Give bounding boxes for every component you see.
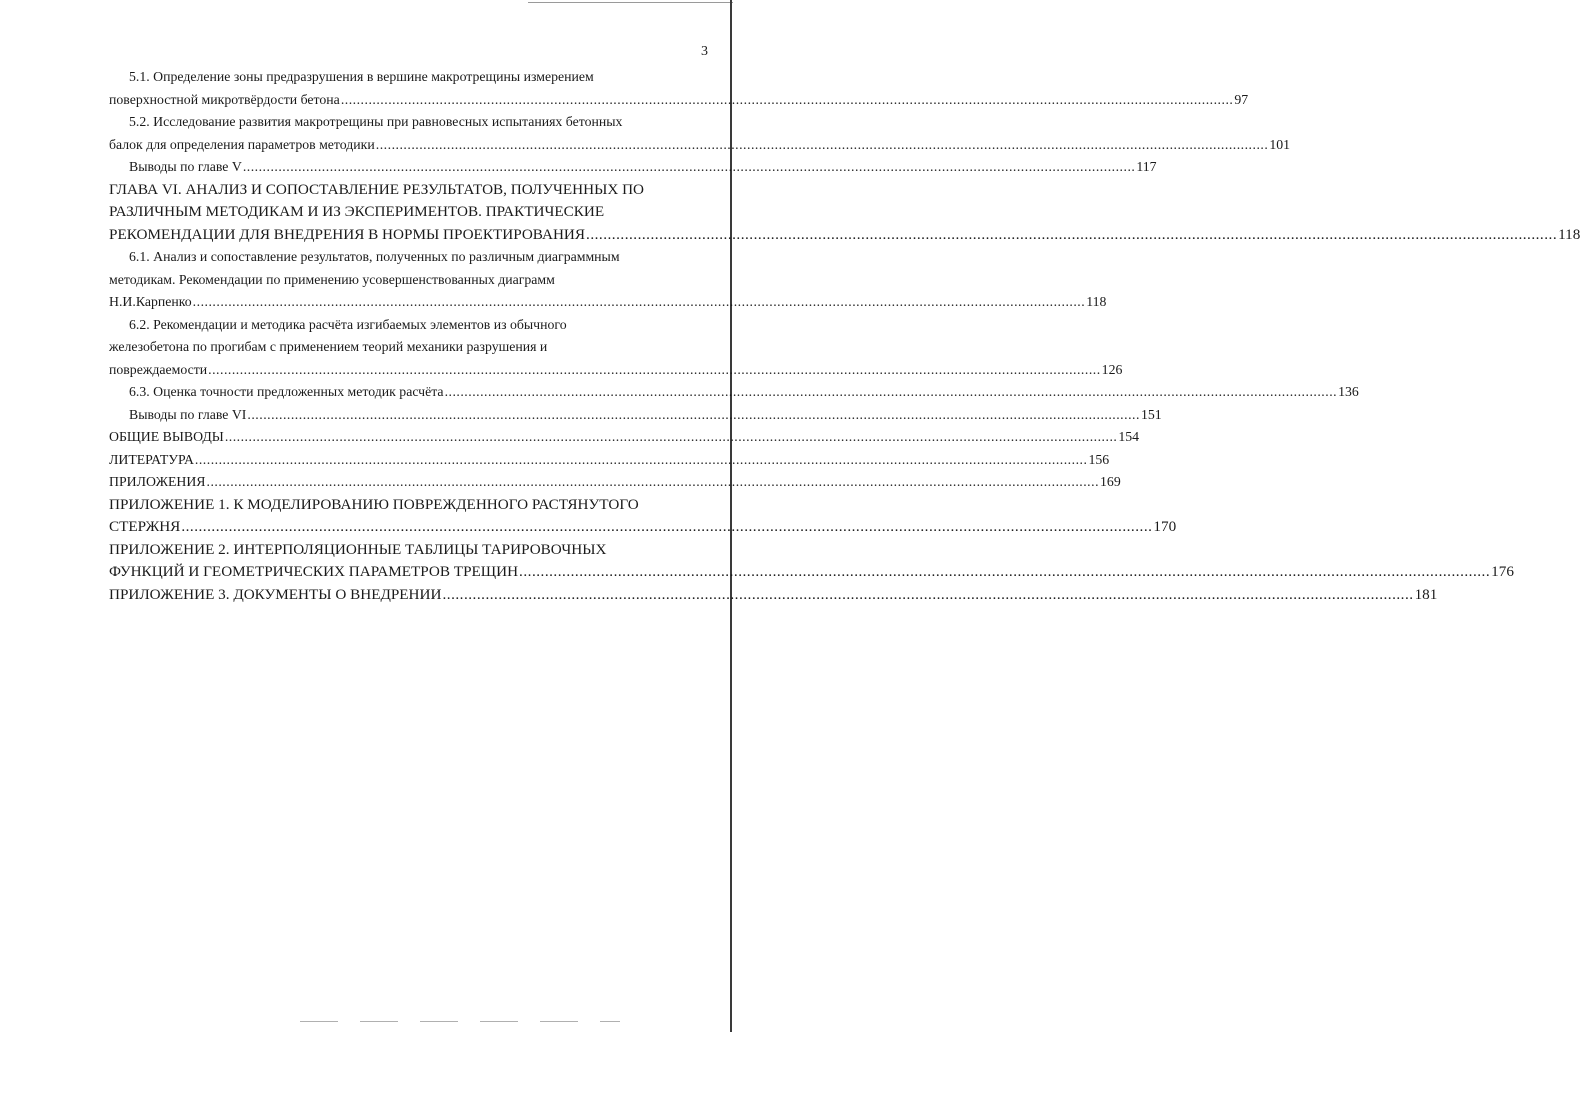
dot-leader xyxy=(193,291,1086,314)
dot-leader xyxy=(208,359,1101,382)
toc-entry-text: железобетона по прогибам с применением теорий механики разрушения и xyxy=(109,339,548,354)
dot-leader xyxy=(586,224,1557,247)
dot-leader xyxy=(442,584,1413,607)
toc-entry-text: ПРИЛОЖЕНИЕ 3. ДОКУМЕНТЫ О ВНЕДРЕНИИ xyxy=(109,585,442,603)
toc-entry-text: ПРИЛОЖЕНИЕ 2. ИНТЕРПОЛЯЦИОННЫЕ ТАБЛИЦЫ ТАРИРОВОЧНЫХ xyxy=(109,540,607,558)
toc-entry-appendix-3[interactable] xyxy=(109,584,1438,607)
toc-entry-text: ФУНКЦИЙ И ГЕОМЕТРИЧЕСКИХ ПАРАМЕТРОВ ТРЕЩИН xyxy=(109,563,519,580)
toc-entry-6-3[interactable] xyxy=(109,381,1359,404)
toc-entry-general-conclusions[interactable] xyxy=(109,426,1140,449)
toc-page-number: 154 xyxy=(1118,429,1140,444)
dot-leader xyxy=(519,561,1490,584)
scan-edge-bottom xyxy=(300,1021,620,1022)
toc-entry-text: 5.2. Исследование развития макротрещины при равновесных испытаниях бетонных xyxy=(129,114,623,129)
toc-entry-6-2[interactable] xyxy=(109,314,1123,382)
page-number: 3 xyxy=(701,44,708,59)
dot-leader xyxy=(225,426,1118,449)
toc-entry-text: ЛИТЕРАТУРА xyxy=(109,451,194,467)
toc-page-number: 126 xyxy=(1101,361,1123,377)
toc-entry-text: 6.1. Анализ и сопоставление результатов, полученных по различным диаграммным xyxy=(129,249,620,264)
toc-page-number: 169 xyxy=(1100,474,1121,489)
toc-entry-text: ПРИЛОЖЕНИЕ 1. К МОДЕЛИРОВАНИЮ ПОВРЕЖДЕННОГО РАСТЯНУТОГО xyxy=(109,495,639,513)
dot-leader xyxy=(243,156,1136,179)
dot-leader xyxy=(445,381,1338,404)
toc-entry-text: 6.3. Оценка точности предложенных методик расчёта xyxy=(129,384,444,399)
toc-entry-text: СТЕРЖНЯ xyxy=(109,518,181,535)
toc-entry-text: поверхностной микротвёрдости бетона xyxy=(109,91,340,107)
toc-page-number: 151 xyxy=(1140,406,1162,422)
scan-edge-top xyxy=(528,2,733,3)
dot-leader xyxy=(341,89,1234,112)
dot-leader xyxy=(207,471,1100,494)
toc-entry-appendices[interactable] xyxy=(109,471,1121,494)
toc-entry-conclusions-5[interactable] xyxy=(109,156,1157,179)
toc-page-number: 170 xyxy=(1153,518,1177,535)
toc-page-number: 118 xyxy=(1086,294,1107,309)
toc-page-number: 117 xyxy=(1136,159,1157,174)
toc-entry-chapter-6[interactable] xyxy=(109,179,1580,247)
toc-entry-text: ОБЩИЕ ВЫВОДЫ xyxy=(109,429,224,444)
toc-page-number: 136 xyxy=(1338,384,1359,399)
toc-entry-appendix-1[interactable] xyxy=(109,494,1177,539)
toc-entry-text: Н.И.Карпенко xyxy=(109,294,192,309)
toc-entry-6-1[interactable] xyxy=(109,246,1107,314)
toc-page-number: 118 xyxy=(1558,225,1580,243)
toc-entry-text: ПРИЛОЖЕНИЯ xyxy=(109,474,206,489)
table-of-contents xyxy=(109,66,1580,606)
dot-leader xyxy=(376,134,1269,157)
toc-entry-appendix-2[interactable] xyxy=(109,539,1514,584)
toc-entry-text: балок для определения параметров методики xyxy=(109,136,375,152)
toc-entry-text: 6.2. Рекомендации и методика расчёта изгибаемых элементов из обычного xyxy=(129,316,567,332)
dot-leader xyxy=(181,516,1152,539)
toc-entry-text: РАЗЛИЧНЫМ МЕТОДИКАМ И ИЗ ЭКСПЕРИМЕНТОВ. ПРАКТИЧЕСКИЕ xyxy=(109,203,605,220)
toc-entry-text: Выводы по главе V xyxy=(129,159,242,174)
toc-page-number: 101 xyxy=(1269,136,1291,152)
dot-leader xyxy=(247,404,1140,427)
toc-page-number: 176 xyxy=(1491,563,1514,580)
toc-entry-text: методикам. Рекомендации по применению усовершенствованных диаграмм xyxy=(109,271,555,287)
toc-entry-text: повреждаемости xyxy=(109,361,208,377)
toc-entry-text: 5.1. Определение зоны предразрушения в вершине макротрещины измерением xyxy=(129,69,594,84)
toc-page-number: 181 xyxy=(1414,585,1438,603)
toc-page-number: 156 xyxy=(1088,451,1110,467)
toc-entry-5-1[interactable] xyxy=(109,66,1249,111)
toc-entry-text: РЕКОМЕНДАЦИИ ДЛЯ ВНЕДРЕНИЯ В НОРМЫ ПРОЕКТИРОВАНИЯ xyxy=(109,225,586,243)
dot-leader xyxy=(195,449,1088,472)
toc-entry-literature[interactable] xyxy=(109,449,1110,472)
toc-page-number: 97 xyxy=(1234,91,1249,107)
toc-entry-5-2[interactable] xyxy=(109,111,1291,156)
toc-entry-conclusions-6[interactable] xyxy=(109,404,1162,427)
toc-entry-text: Выводы по главе VI xyxy=(129,406,247,422)
toc-entry-text: ГЛАВА VI. АНАЛИЗ И СОПОСТАВЛЕНИЕ РЕЗУЛЬТАТОВ, ПОЛУЧЕННЫХ ПО xyxy=(109,180,645,198)
